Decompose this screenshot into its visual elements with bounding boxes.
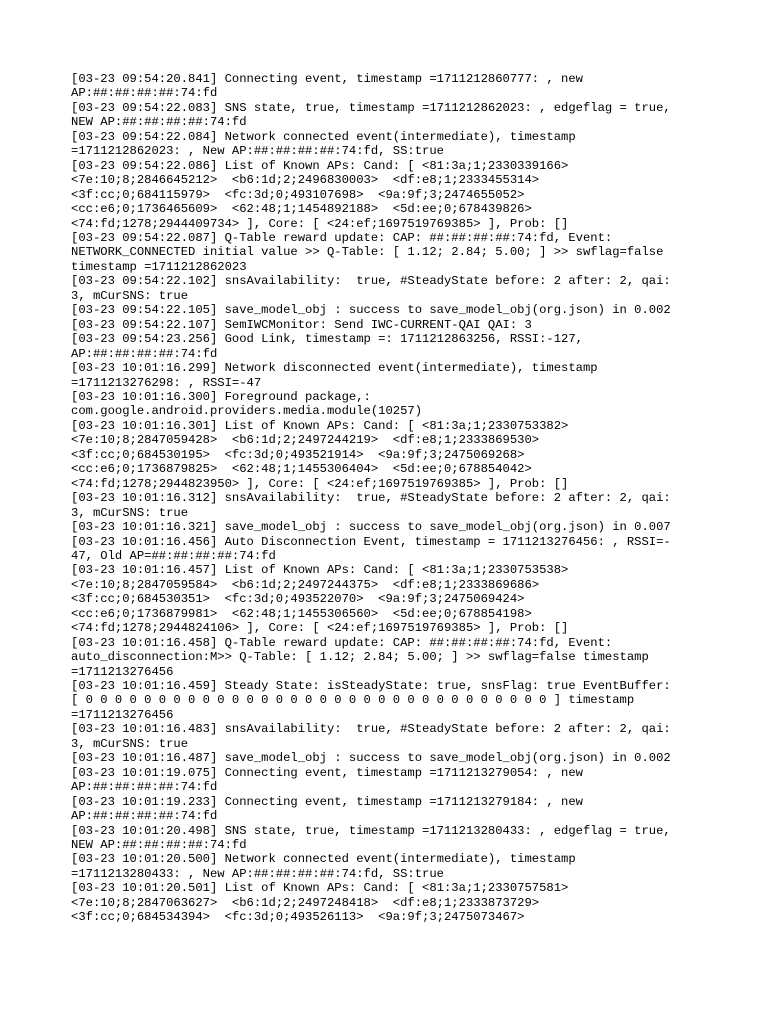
log-line: [03-23 10:01:20.501] List of Known APs: Cand: [ <81:3a;1;2330757581> [71, 881, 569, 896]
log-line: [03-23 09:54:22.086] List of Known APs: Cand: [ <81:3a;1;2330339166> [71, 158, 569, 173]
log-line: =1711213276456 [71, 707, 174, 722]
log-line: AP:##:##:##:##:74:fd [71, 780, 218, 795]
log-line: <7e:10;8;2847059428> <b6:1d;2;2497244219> <df:e8;1;2333869530> [71, 433, 540, 448]
log-line: <7e:10;8;2846645212> <b6:1d;2;2496830003> <df:e8;1;2333455314> [71, 173, 540, 188]
log-line: <7e:10;8;2847059584> <b6:1d;2;2497244375> <df:e8;1;2333869686> [71, 577, 540, 592]
log-line: timestamp =1711212862023 [71, 259, 247, 274]
log-line: [03-23 10:01:16.458] Q-Table reward update: CAP: ##:##:##:##:74:fd, Event: [71, 635, 613, 650]
log-line: [03-23 09:54:22.105] save_model_obj : success to save_model_obj(org.json) in 0.002 [71, 303, 671, 318]
log-line: [03-23 10:01:16.301] List of Known APs: Cand: [ <81:3a;1;2330753382> [71, 418, 569, 433]
log-line: [03-23 10:01:16.487] save_model_obj : success to save_model_obj(org.json) in 0.002 [71, 751, 671, 766]
log-line: <cc:e6;0;1736879825> <62:48;1;1455306404> <5d:ee;0;678854042> [71, 462, 532, 477]
log-line: <74:fd;1278;2944409734> ], Core: [ <24:ef;1697519769385> ], Prob: [] [71, 216, 569, 231]
log-line: =1711213276456 [71, 664, 174, 679]
log-line: [03-23 10:01:20.500] Network connected event(intermediate), timestamp [71, 852, 576, 867]
log-line: [03-23 10:01:16.321] save_model_obj : success to save_model_obj(org.json) in 0.007 [71, 520, 671, 535]
log-line: <3f:cc;0;684530195> <fc:3d;0;493521914> <9a:9f;3;2475069268> [71, 447, 525, 462]
log-line: <cc:e6;0;1736465609> <62:48;1;1454892188> <5d:ee;0;678439826> [71, 202, 532, 217]
log-line: NETWORK_CONNECTED initial value >> Q-Table: [ 1.12; 2.84; 5.00; ] >> swflag=false [71, 245, 664, 260]
log-line: AP:##:##:##:##:74:fd [71, 809, 218, 824]
log-line: <3f:cc;0;684115979> <fc:3d;0;493107698> <9a:9f;3;2474655052> [71, 187, 525, 202]
log-line: [ 0 0 0 0 0 0 0 0 0 0 0 0 0 0 0 0 0 0 0 0 0 0 0 0 0 0 0 0 0 0 0 0 ] timestamp [71, 693, 635, 708]
log-line: 3, mCurSNS: true [71, 736, 189, 751]
log-line: auto_disconnection:M>> Q-Table: [ 1.12; 2.84; 5.00; ] >> swflag=false timestamp [71, 650, 649, 665]
log-line: <3f:cc;0;684534394> <fc:3d;0;493526113> <9a:9f;3;2475073467> [71, 910, 525, 925]
log-line: NEW AP:##:##:##:##:74:fd [71, 838, 247, 853]
log-line: 47, Old AP=##:##:##:##:74:fd [71, 548, 276, 563]
log-line: NEW AP:##:##:##:##:74:fd [71, 115, 247, 130]
log-line: [03-23 10:01:19.075] Connecting event, timestamp =1711213279054: , new [71, 765, 583, 780]
log-line: [03-23 09:54:23.256] Good Link, timestamp =: 1711212863256, RSSI:-127, [71, 332, 583, 347]
log-line: =1711213280433: , New AP:##:##:##:##:74:fd, SS:true [71, 866, 444, 881]
log-line: <74:fd;1278;2944823950> ], Core: [ <24:ef;1697519769385> ], Prob: [] [71, 476, 569, 491]
log-line: <74:fd;1278;2944824106> ], Core: [ <24:ef;1697519769385> ], Prob: [] [71, 621, 569, 636]
log-line: AP:##:##:##:##:74:fd [71, 86, 218, 101]
log-line: AP:##:##:##:##:74:fd [71, 346, 218, 361]
log-line: <3f:cc;0;684530351> <fc:3d;0;493522070> <9a:9f;3;2475069424> [71, 592, 525, 607]
log-line: <cc:e6;0;1736879981> <62:48;1;1455306560> <5d:ee;0;678854198> [71, 606, 532, 621]
log-line: [03-23 10:01:16.459] Steady State: isSteadyState: true, snsFlag: true EventBuffer: [71, 679, 671, 694]
log-line: <7e:10;8;2847063627> <b6:1d;2;2497248418> <df:e8;1;2333873729> [71, 895, 540, 910]
log-line: [03-23 10:01:16.483] snsAvailability: true, #SteadyState before: 2 after: 2, qai: [71, 722, 671, 737]
log-line: =1711212862023: , New AP:##:##:##:##:74:fd, SS:true [71, 144, 444, 159]
log-line: [03-23 09:54:20.841] Connecting event, timestamp =1711212860777: , new [71, 72, 583, 86]
log-line: [03-23 09:54:22.102] snsAvailability: true, #SteadyState before: 2 after: 2, qai: [71, 274, 671, 289]
log-line: [03-23 09:54:22.083] SNS state, true, timestamp =1711212862023: , edgeflag = true, [71, 100, 671, 115]
log-line: 3, mCurSNS: true [71, 505, 189, 520]
log-line: [03-23 10:01:19.233] Connecting event, timestamp =1711213279184: , new [71, 794, 583, 809]
log-line: [03-23 10:01:16.456] Auto Disconnection Event, timestamp = 1711213276456: , RSSI=- [71, 534, 671, 549]
log-line: [03-23 10:01:20.498] SNS state, true, timestamp =1711213280433: , edgeflag = true, [71, 823, 671, 838]
log-line: [03-23 09:54:22.087] Q-Table reward update: CAP: ##:##:##:##:74:fd, Event: [71, 230, 613, 245]
log-line: [03-23 10:01:16.312] snsAvailability: true, #SteadyState before: 2 after: 2, qai: [71, 491, 671, 506]
log-line: [03-23 10:01:16.300] Foreground package,: [71, 389, 371, 404]
log-line: 3, mCurSNS: true [71, 288, 189, 303]
log-line: [03-23 09:54:22.084] Network connected event(intermediate), timestamp [71, 129, 576, 144]
log-line: [03-23 10:01:16.299] Network disconnected event(intermediate), timestamp [71, 361, 598, 376]
log-line: [03-23 10:01:16.457] List of Known APs: Cand: [ <81:3a;1;2330753538> [71, 563, 569, 578]
log-document [71, 72, 697, 925]
log-line: [03-23 09:54:22.107] SemIWCMonitor: Send IWC-CURRENT-QAI QAI: 3 [71, 317, 532, 332]
log-line: =1711213276298: , RSSI=-47 [71, 375, 262, 390]
log-line: com.google.android.providers.media.module(10257) [71, 404, 423, 419]
